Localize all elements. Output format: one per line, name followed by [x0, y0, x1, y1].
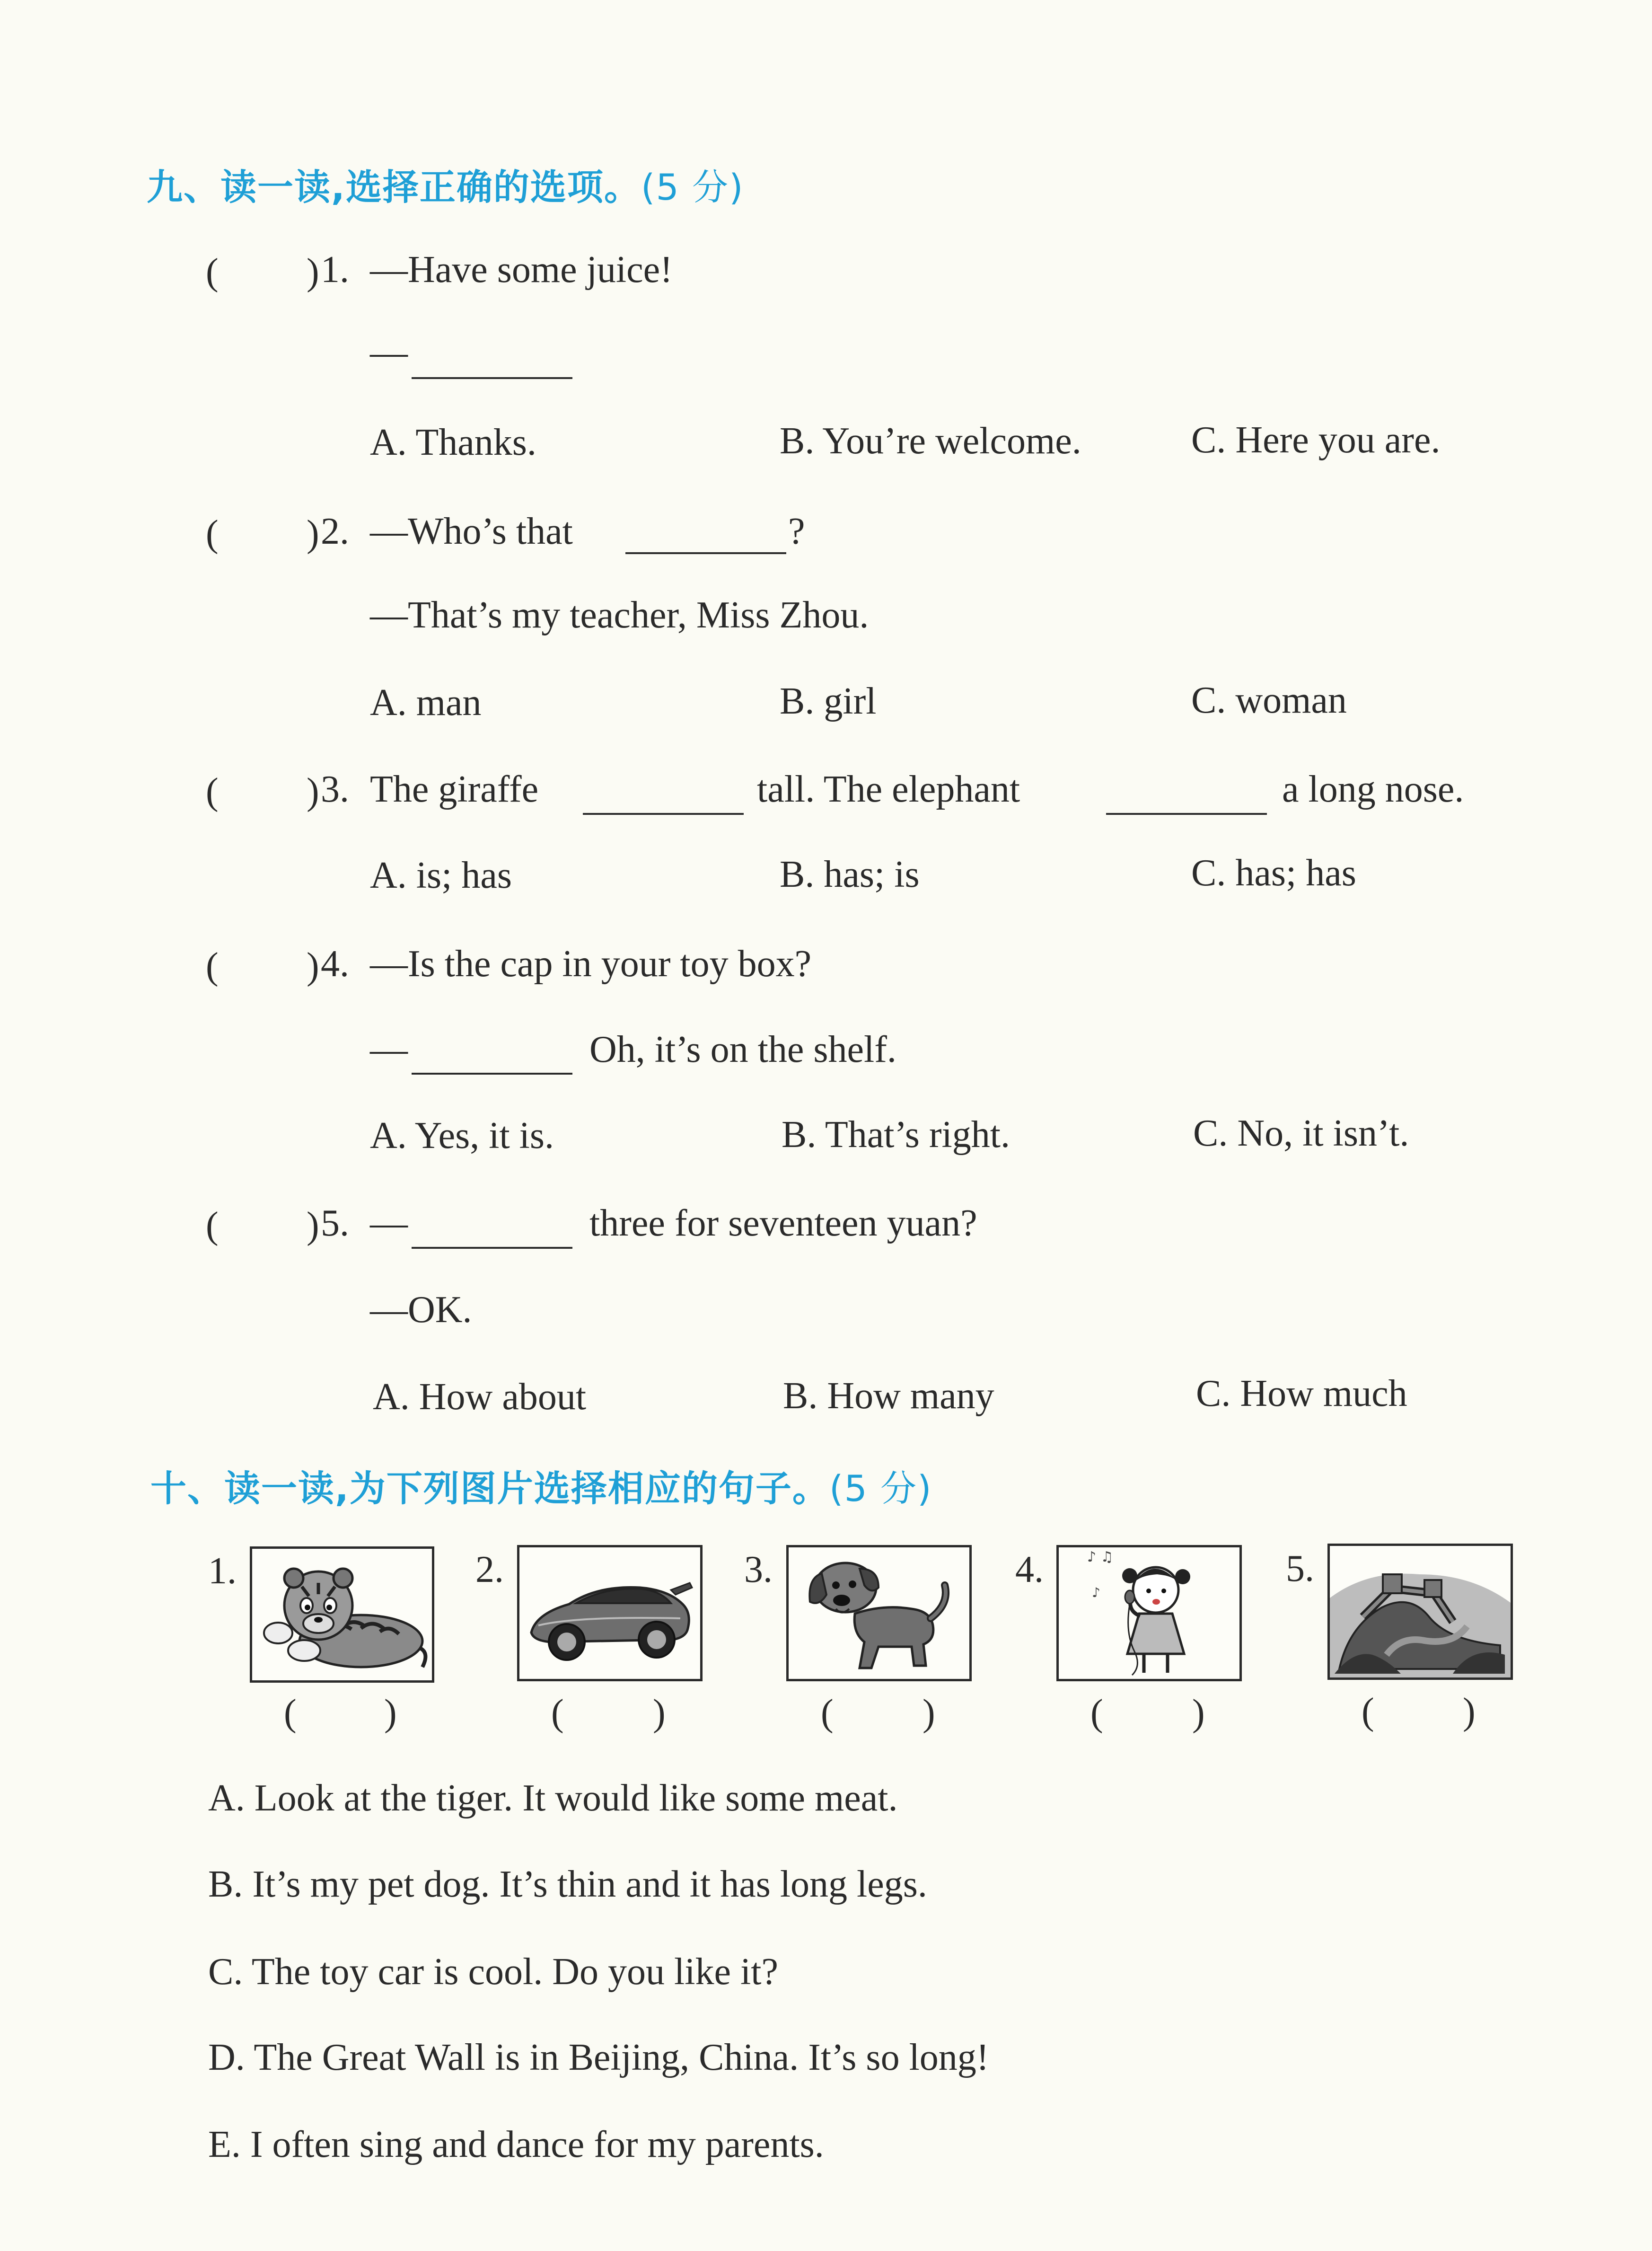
tiger-illustration — [252, 1549, 432, 1680]
picture-4-answer-close: ) — [1192, 1692, 1205, 1734]
q1-answer-paren-close: ) — [307, 251, 319, 293]
q5-blank[interactable] — [412, 1214, 572, 1249]
q2-option-b: B. girl — [780, 680, 877, 722]
q4-line2-dash: — — [370, 1029, 408, 1070]
q3-blank-2[interactable] — [1106, 780, 1267, 815]
q4-line2-end: Oh, it’s on the shelf. — [589, 1029, 896, 1070]
q2-answer-paren-close: ) — [307, 513, 319, 555]
q1-answer-paren-open: ( — [206, 251, 219, 293]
q1-line1: —Have some juice! — [370, 249, 673, 291]
picture-4-number: 4. — [1015, 1549, 1044, 1590]
dog-picture — [786, 1545, 972, 1681]
section-10-title — [150, 1460, 932, 1511]
q3-answer-paren-open: ( — [206, 771, 219, 812]
q1-option-a: A. Thanks. — [370, 422, 536, 463]
q5-option-b: B. How many — [783, 1375, 994, 1417]
q2-option-a: A. man — [370, 682, 482, 724]
q1-blank[interactable] — [412, 344, 572, 379]
picture-2-number: 2. — [475, 1549, 504, 1590]
great-wall-illustration — [1330, 1546, 1511, 1677]
q5-line2: —OK. — [370, 1289, 472, 1331]
svg-text:♪ ♫: ♪ ♫ — [1087, 1549, 1114, 1565]
section-9-title-text: 九、读一读,选择正确的选项。 — [147, 166, 641, 208]
q4-line1: —Is the cap in your toy box? — [370, 943, 812, 985]
q4-blank[interactable] — [412, 1040, 572, 1075]
picture-2-answer-close: ) — [653, 1692, 666, 1734]
picture-3-answer-open: ( — [821, 1692, 834, 1734]
q5-answer-paren-open: ( — [206, 1205, 219, 1246]
q5-line1-dash: — — [370, 1202, 408, 1244]
q4-answer-paren-open: ( — [206, 945, 219, 987]
q3-line1-start: The giraffe — [370, 768, 539, 810]
picture-4-answer-open: ( — [1090, 1692, 1103, 1734]
q5-option-c: C. How much — [1196, 1373, 1407, 1414]
q3-line1-end: a long nose. — [1282, 768, 1464, 810]
section-9-title — [147, 159, 744, 210]
q4-option-c: C. No, it isn’t. — [1193, 1112, 1409, 1154]
q1-option-b: B. You’re welcome. — [780, 420, 1081, 462]
section-10-score: (5 分) — [829, 1467, 932, 1509]
sentence-d: D. The Great Wall is in Beijing, China. It’s so long! — [208, 2037, 989, 2078]
q4-option-a: A. Yes, it is. — [370, 1115, 554, 1156]
q5-option-a: A. How about — [373, 1376, 587, 1418]
q2-number: 2. — [321, 511, 349, 552]
section-9-score: (5 分) — [641, 166, 744, 208]
q2-question-mark: ? — [788, 511, 805, 552]
toy-car-illustration — [519, 1547, 700, 1679]
q3-blank-1[interactable] — [583, 780, 744, 815]
dog-illustration — [789, 1547, 969, 1679]
picture-1-number: 1. — [208, 1550, 237, 1592]
q5-number: 5. — [321, 1202, 349, 1244]
q3-option-a: A. is; has — [370, 855, 512, 896]
q2-blank[interactable] — [625, 519, 786, 554]
q5-answer-paren-close: ) — [307, 1205, 319, 1246]
toy-car-picture — [517, 1545, 703, 1681]
svg-text:♪: ♪ — [1092, 1585, 1100, 1600]
singing-girl-picture — [1056, 1545, 1242, 1681]
q3-line1-middle: tall. The elephant — [757, 768, 1020, 810]
picture-1-answer-open: ( — [284, 1692, 297, 1734]
tiger-picture — [250, 1546, 434, 1683]
q2-line1: —Who’s that — [370, 511, 573, 552]
q3-number: 3. — [321, 768, 349, 810]
q2-option-c: C. woman — [1191, 680, 1347, 721]
q2-line2: —That’s my teacher, Miss Zhou. — [370, 594, 869, 636]
picture-3-answer-close: ) — [923, 1692, 935, 1734]
picture-3-number: 3. — [744, 1549, 773, 1590]
picture-1-answer-close: ) — [384, 1692, 397, 1734]
sentence-e: E. I often sing and dance for my parents. — [208, 2124, 824, 2165]
section-10-title-text: 十、读一读,为下列图片选择相应的句子。 — [150, 1467, 829, 1509]
q4-answer-paren-close: ) — [307, 945, 319, 987]
q1-line2-dash: — — [370, 332, 408, 373]
q1-option-c: C. Here you are. — [1191, 419, 1441, 461]
q1-number: 1. — [321, 249, 349, 291]
sentence-b: B. It’s my pet dog. It’s thin and it has long legs. — [208, 1863, 927, 1905]
q3-answer-paren-close: ) — [307, 771, 319, 812]
q3-option-c: C. has; has — [1191, 852, 1356, 894]
picture-5-answer-close: ) — [1463, 1691, 1476, 1732]
q5-line1-end: three for seventeen yuan? — [589, 1202, 977, 1244]
sentence-c: C. The toy car is cool. Do you like it? — [208, 1951, 778, 1993]
great-wall-picture — [1327, 1544, 1513, 1680]
sentence-a: A. Look at the tiger. It would like some meat. — [208, 1777, 898, 1819]
picture-5-answer-open: ( — [1362, 1691, 1374, 1732]
q4-number: 4. — [321, 943, 349, 985]
q2-answer-paren-open: ( — [206, 513, 219, 555]
q4-option-b: B. That’s right. — [782, 1114, 1010, 1156]
picture-2-answer-open: ( — [551, 1692, 564, 1734]
q3-option-b: B. has; is — [780, 854, 920, 895]
picture-5-number: 5. — [1286, 1548, 1314, 1589]
singing-girl-illustration — [1059, 1547, 1239, 1679]
